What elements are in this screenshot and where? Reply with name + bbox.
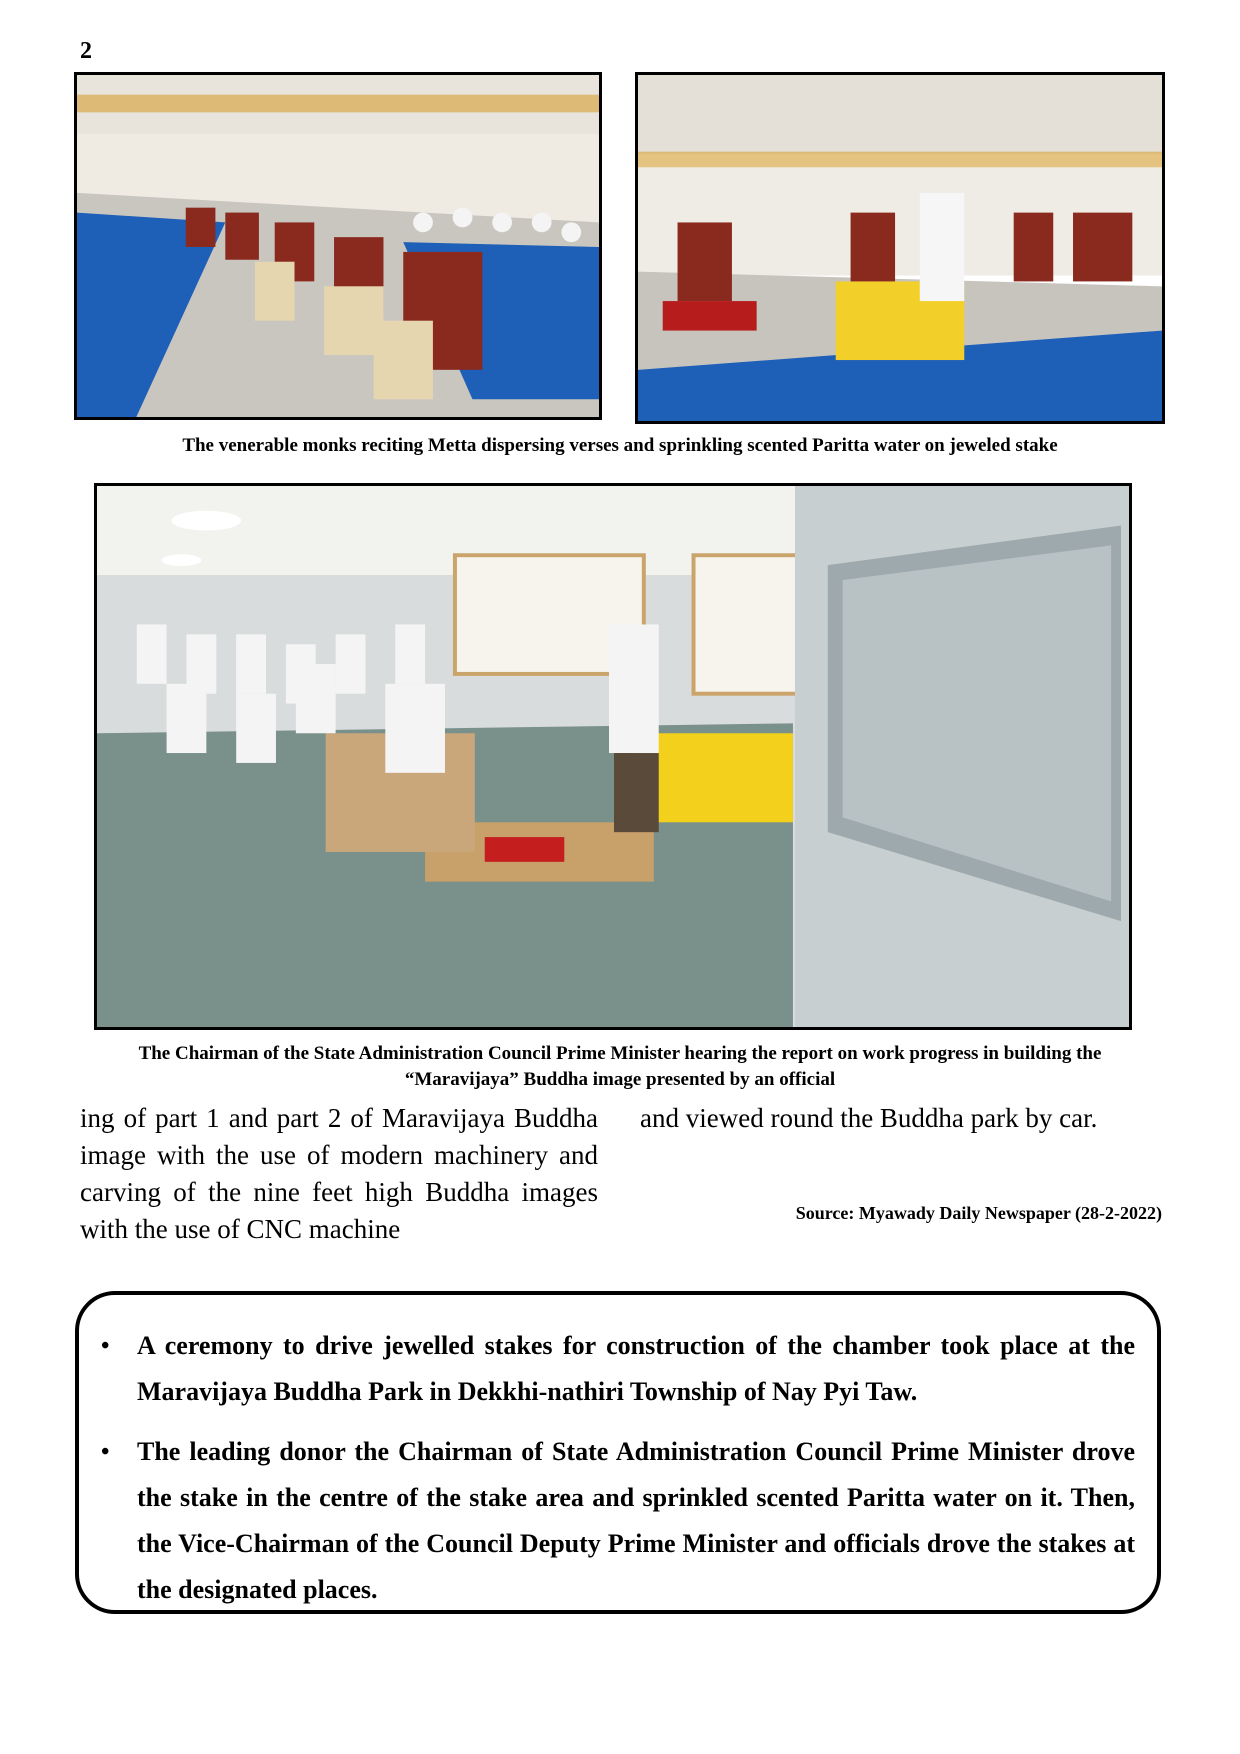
photo-monks-pavilion — [74, 72, 602, 420]
page-number: 2 — [80, 38, 92, 64]
article-source: Source: Myawady Daily Newspaper (28-2-2022) — [795, 1203, 1162, 1223]
monks-seated-pavilion-photo — [77, 75, 599, 417]
article-left-column: ing of part 1 and part 2 of Maravijaya Buddha image with the use of modern machinery and carving of the nine feet high Buddha images with the use of CNC machine — [80, 1103, 598, 1244]
article-right-column: and viewed round the Buddha park by car. — [640, 1103, 1098, 1133]
caption-top-photos: The venerable monks reciting Metta dispersing verses and sprinkling scented Paritta water on jeweled stake — [182, 435, 1058, 456]
bullet-icon: • — [101, 1333, 110, 1359]
bullet-icon: • — [101, 1439, 110, 1465]
highlight-item — [101, 1429, 1135, 1613]
meeting-room-presentation-photo — [97, 486, 1129, 1027]
photo-meeting-room — [94, 483, 1132, 1030]
photo-monks-sprinkling — [635, 72, 1165, 424]
highlight-item-text: The leading donor the Chairman of State Administration Council Prime Minister drove the stake in the centre of the stake area and sprinkled scented Paritta water on it. Then, the Vice-Chairman of the Council Deputy Prime Minister and officials drove the stakes at the designated places. — [137, 1437, 1135, 1604]
highlights-box — [75, 1291, 1161, 1614]
caption-main-photo-line-2: “Maravijaya” Buddha image presented by an official — [404, 1069, 836, 1090]
monks-sprinkling-water-photo — [638, 75, 1162, 421]
highlight-item — [101, 1323, 1135, 1415]
highlight-item-text: A ceremony to drive jewelled stakes for construction of the chamber took place at the Maravijaya Buddha Park in Dekkhi-nathiri Township of Nay Pyi Taw. — [137, 1331, 1135, 1406]
highlights-list — [79, 1323, 1135, 1613]
caption-main-photo-line-1: The Chairman of the State Administration Council Prime Minister hearing the report on work progress in building the — [138, 1043, 1102, 1064]
